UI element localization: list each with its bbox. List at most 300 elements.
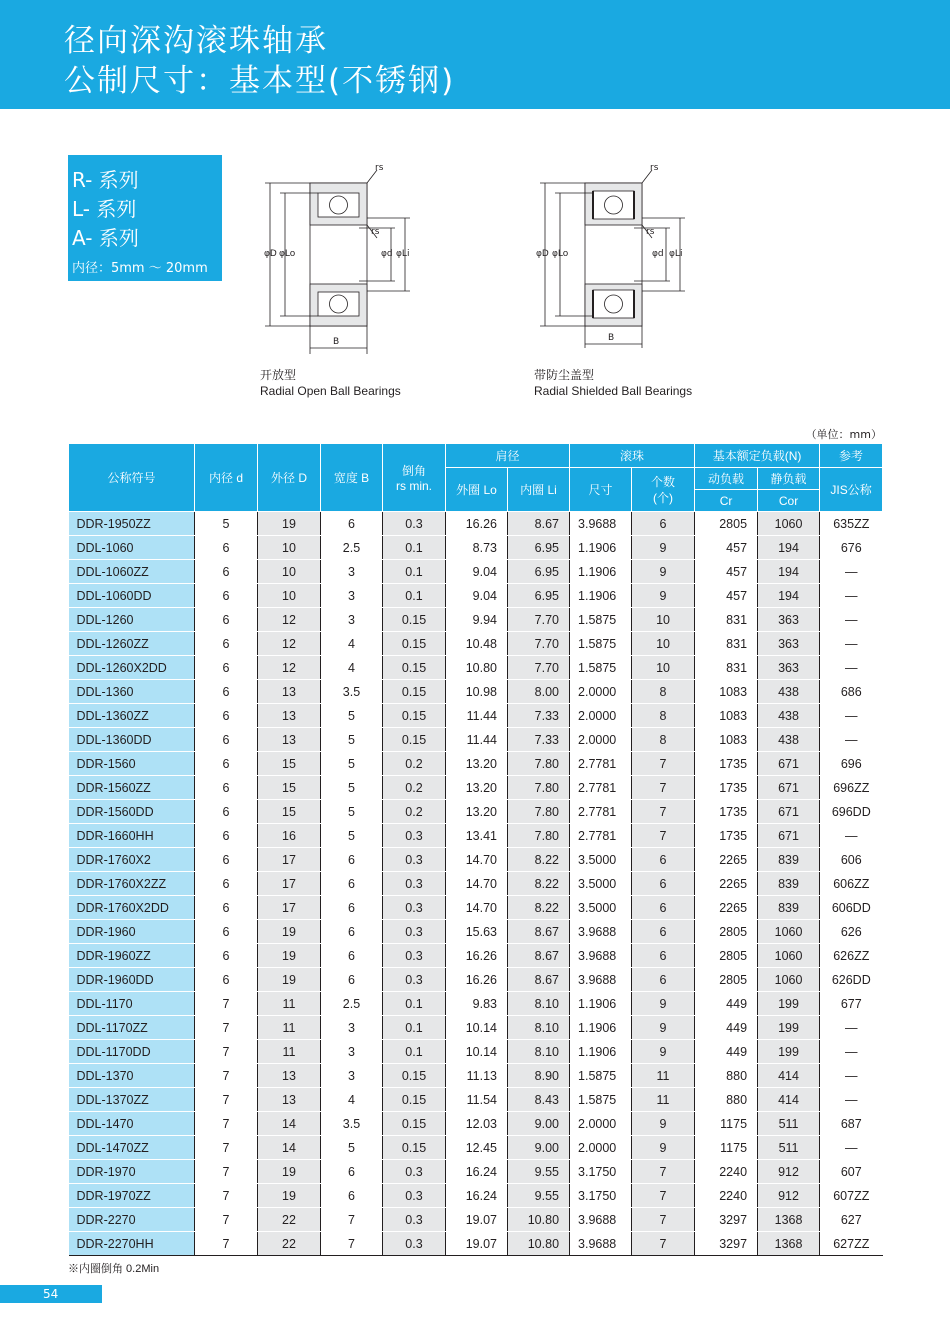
table-cell: 2.7781	[570, 824, 632, 848]
table-cell: DDR-1970	[69, 1160, 195, 1184]
table-cell: 1.5875	[570, 1088, 632, 1112]
table-cell: 9	[632, 1040, 695, 1064]
table-cell: 8	[632, 680, 695, 704]
table-row	[69, 608, 883, 632]
table-cell: DDL-1260ZZ	[69, 632, 195, 656]
table-cell: 1060	[758, 512, 820, 536]
table-cell: 8.10	[508, 1040, 570, 1064]
table-cell: 13.20	[446, 800, 508, 824]
table-cell: 10	[258, 536, 321, 560]
table-cell: 17	[258, 848, 321, 872]
table-cell: 607	[820, 1160, 883, 1184]
table-cell: 5	[321, 1136, 383, 1160]
table-cell: 2265	[695, 848, 758, 872]
table-cell: 2805	[695, 944, 758, 968]
table-cell: 6	[321, 512, 383, 536]
table-cell: 0.3	[383, 872, 446, 896]
table-cell: 671	[758, 800, 820, 824]
table-cell: 12	[258, 608, 321, 632]
th-symbol: 公称符号	[69, 444, 195, 512]
table-cell: 13	[258, 704, 321, 728]
table-cell: 2805	[695, 920, 758, 944]
table-cell: 8.90	[508, 1064, 570, 1088]
table-cell: 19	[258, 1184, 321, 1208]
table-cell: DDR-1560	[69, 752, 195, 776]
table-cell: —	[820, 632, 883, 656]
table-cell: 606ZZ	[820, 872, 883, 896]
table-cell: 9	[632, 1112, 695, 1136]
table-cell: 912	[758, 1184, 820, 1208]
table-cell: 6	[195, 752, 258, 776]
table-cell: 12.03	[446, 1112, 508, 1136]
page-header	[0, 0, 950, 109]
table-cell: 438	[758, 728, 820, 752]
table-cell: 2.0000	[570, 1112, 632, 1136]
table-cell: 831	[695, 608, 758, 632]
open-B-label: B	[333, 337, 340, 347]
table-cell: 696ZZ	[820, 776, 883, 800]
table-row	[69, 1112, 883, 1136]
table-cell: DDR-1970ZZ	[69, 1184, 195, 1208]
th-size: 尺寸	[570, 468, 632, 512]
series-box	[68, 155, 222, 281]
table-cell: 0.1	[383, 584, 446, 608]
table-cell: 0.3	[383, 1184, 446, 1208]
table-cell: 1.5875	[570, 608, 632, 632]
open-d-label: φd	[381, 249, 393, 259]
open-rs-label: rs	[375, 163, 384, 173]
th-shoulder: 肩径	[446, 444, 570, 468]
table-cell: 0.1	[383, 536, 446, 560]
table-cell: 1060	[758, 920, 820, 944]
table-cell: 6	[195, 848, 258, 872]
th-li: 内圈 Li	[508, 468, 570, 512]
table-cell: 199	[758, 1040, 820, 1064]
table-row	[69, 800, 883, 824]
table-cell: 2805	[695, 512, 758, 536]
table-cell: 9	[632, 560, 695, 584]
table-cell: 3	[321, 1064, 383, 1088]
table-cell: —	[820, 1088, 883, 1112]
table-row	[69, 752, 883, 776]
table-cell: 1735	[695, 800, 758, 824]
table-cell: 1735	[695, 776, 758, 800]
table-cell: 7	[195, 1016, 258, 1040]
table-cell: 1368	[758, 1232, 820, 1256]
table-cell: 831	[695, 656, 758, 680]
table-cell: 2.7781	[570, 752, 632, 776]
table-cell: 10.14	[446, 1016, 508, 1040]
table-cell: 449	[695, 1016, 758, 1040]
table-cell: 15	[258, 776, 321, 800]
table-cell: 3	[321, 1040, 383, 1064]
table-row	[69, 776, 883, 800]
table-cell: 1735	[695, 824, 758, 848]
table-cell: 9.04	[446, 584, 508, 608]
table-cell: 7.33	[508, 704, 570, 728]
table-cell: DDL-1170ZZ	[69, 1016, 195, 1040]
table-cell: 7	[195, 1184, 258, 1208]
table-row	[69, 1160, 883, 1184]
table-cell: 13	[258, 1064, 321, 1088]
table-cell: 9	[632, 536, 695, 560]
table-cell: 6	[321, 1160, 383, 1184]
table-cell: 11	[632, 1088, 695, 1112]
table-row	[69, 1232, 883, 1256]
table-cell: 3.5000	[570, 848, 632, 872]
table-cell: 12	[258, 656, 321, 680]
series-a: A- 系列	[72, 226, 139, 250]
th-chamfer-label: 倒角	[401, 464, 426, 478]
table-cell: 6	[632, 848, 695, 872]
table-cell: 671	[758, 776, 820, 800]
table-cell: 2.0000	[570, 704, 632, 728]
table-cell: 6	[195, 536, 258, 560]
table-cell: 1.1906	[570, 584, 632, 608]
table-cell: 414	[758, 1088, 820, 1112]
table-cell: 6	[321, 1184, 383, 1208]
table-cell: 0.3	[383, 920, 446, 944]
table-cell: 14.70	[446, 848, 508, 872]
table-cell: 3.9688	[570, 968, 632, 992]
table-cell: 6	[195, 728, 258, 752]
table-cell: 7	[632, 1232, 695, 1256]
table-row	[69, 560, 883, 584]
table-cell: 671	[758, 752, 820, 776]
table-cell: 15	[258, 752, 321, 776]
table-cell: DDL-1360	[69, 680, 195, 704]
th-jis: JIS公称	[820, 468, 883, 512]
table-cell: 3	[321, 560, 383, 584]
table-row	[69, 872, 883, 896]
table-cell: 0.15	[383, 680, 446, 704]
table-cell: 7	[195, 1232, 258, 1256]
footnote: ※内圈倒角 0.2Min	[68, 1263, 160, 1275]
table-cell: 7.80	[508, 824, 570, 848]
table-cell: DDR-1960DD	[69, 968, 195, 992]
table-cell: 3.9688	[570, 920, 632, 944]
table-cell: DDR-1760X2ZZ	[69, 872, 195, 896]
table-cell: 16	[258, 824, 321, 848]
table-cell: 627	[820, 1208, 883, 1232]
table-cell: 8.67	[508, 968, 570, 992]
table-cell: 15	[258, 800, 321, 824]
table-cell: 363	[758, 656, 820, 680]
table-cell: 19.07	[446, 1232, 508, 1256]
table-row	[69, 1136, 883, 1160]
table-cell: DDL-1060ZZ	[69, 560, 195, 584]
table-cell: DDR-1760X2	[69, 848, 195, 872]
th-load: 基本额定负载(N)	[695, 444, 820, 468]
table-cell: 7.70	[508, 608, 570, 632]
table-cell: 8	[632, 704, 695, 728]
table-cell: 6	[195, 632, 258, 656]
table-cell: 16.26	[446, 512, 508, 536]
shielded-d-label: φd	[652, 249, 664, 259]
table-cell: 7	[321, 1208, 383, 1232]
shielded-rs-label-2: rs	[646, 227, 655, 237]
table-cell: 4	[321, 632, 383, 656]
table-cell: 22	[258, 1208, 321, 1232]
table-cell: 2.7781	[570, 800, 632, 824]
table-cell: —	[820, 656, 883, 680]
table-row	[69, 848, 883, 872]
table-cell: 8.73	[446, 536, 508, 560]
table-cell: DDR-2270HH	[69, 1232, 195, 1256]
table-cell: —	[820, 1040, 883, 1064]
table-cell: DDL-1060	[69, 536, 195, 560]
table-cell: 457	[695, 536, 758, 560]
page-number: 54	[43, 1287, 59, 1301]
table-cell: 9.00	[508, 1136, 570, 1160]
table-cell: —	[820, 608, 883, 632]
th-ball: 滚珠	[570, 444, 695, 468]
table-cell: 19	[258, 920, 321, 944]
table-row	[69, 824, 883, 848]
th-ref: 参考	[820, 444, 883, 468]
table-cell: 19	[258, 968, 321, 992]
table-row	[69, 896, 883, 920]
table-cell: 6	[632, 896, 695, 920]
table-cell: 11	[632, 1064, 695, 1088]
table-cell: 22	[258, 1232, 321, 1256]
table-cell: 2265	[695, 896, 758, 920]
table-cell: 7.80	[508, 800, 570, 824]
table-cell: 5	[195, 512, 258, 536]
table-cell: 7	[195, 1064, 258, 1088]
table-cell: 1.1906	[570, 992, 632, 1016]
table-cell: 8.67	[508, 944, 570, 968]
table-cell: DDL-1260X2DD	[69, 656, 195, 680]
table-cell: 12	[258, 632, 321, 656]
table-cell: 0.15	[383, 1064, 446, 1088]
open-Li-label: φLi	[396, 249, 410, 259]
table-cell: 839	[758, 872, 820, 896]
table-cell: DDL-1470ZZ	[69, 1136, 195, 1160]
table-cell: 3297	[695, 1232, 758, 1256]
table-cell: 3.5	[321, 1112, 383, 1136]
table-cell: 3297	[695, 1208, 758, 1232]
table-cell: 6	[195, 944, 258, 968]
table-cell: 9.04	[446, 560, 508, 584]
table-cell: 9.83	[446, 992, 508, 1016]
table-cell: 6	[321, 896, 383, 920]
unit-label: （单位：mm）	[805, 428, 882, 441]
table-row	[69, 728, 883, 752]
table-cell: 0.3	[383, 896, 446, 920]
table-cell: 5	[321, 776, 383, 800]
table-cell: 6.95	[508, 536, 570, 560]
table-cell: —	[820, 1136, 883, 1160]
table-row	[69, 512, 883, 536]
table-cell: 11.44	[446, 728, 508, 752]
table-cell: 686	[820, 680, 883, 704]
table-cell: —	[820, 728, 883, 752]
shielded-rs-label: rs	[650, 163, 659, 173]
table-cell: 438	[758, 680, 820, 704]
table-cell: 0.15	[383, 704, 446, 728]
table-cell: 3.9688	[570, 1232, 632, 1256]
table-cell: 7.70	[508, 632, 570, 656]
table-cell: 2240	[695, 1184, 758, 1208]
table-cell: 438	[758, 704, 820, 728]
open-rs-label-2: rs	[371, 227, 380, 237]
table-cell: 2.5	[321, 992, 383, 1016]
table-cell: 7.33	[508, 728, 570, 752]
table-cell: 627ZZ	[820, 1232, 883, 1256]
table-cell: 0.1	[383, 1040, 446, 1064]
table-cell: 7	[195, 1040, 258, 1064]
th-chamfer-sub: rs min.	[396, 479, 432, 493]
table-cell: 363	[758, 632, 820, 656]
table-cell: 6	[632, 872, 695, 896]
table-cell: DDR-1560ZZ	[69, 776, 195, 800]
table-cell: 6	[195, 680, 258, 704]
table-cell: 5	[321, 752, 383, 776]
table-row	[69, 1064, 883, 1088]
table-cell: 12.45	[446, 1136, 508, 1160]
spec-table	[68, 443, 883, 1256]
table-row	[69, 1208, 883, 1232]
table-cell: 14.70	[446, 872, 508, 896]
table-cell: 5	[321, 704, 383, 728]
table-cell: 8.10	[508, 992, 570, 1016]
table-cell: 457	[695, 584, 758, 608]
table-cell: 7	[632, 776, 695, 800]
table-cell: 11.44	[446, 704, 508, 728]
table-cell: 13	[258, 728, 321, 752]
table-cell: 0.2	[383, 800, 446, 824]
table-cell: DDL-1370	[69, 1064, 195, 1088]
table-cell: 7	[195, 992, 258, 1016]
table-cell: 1060	[758, 968, 820, 992]
table-cell: 6	[195, 872, 258, 896]
table-cell: —	[820, 560, 883, 584]
table-cell: 7	[632, 1160, 695, 1184]
table-cell: 1368	[758, 1208, 820, 1232]
table-cell: 6	[632, 512, 695, 536]
table-cell: 0.3	[383, 1160, 446, 1184]
table-cell: 9.55	[508, 1184, 570, 1208]
table-cell: 10.80	[508, 1232, 570, 1256]
table-cell: 0.2	[383, 776, 446, 800]
table-cell: 10.80	[508, 1208, 570, 1232]
table-cell: 839	[758, 896, 820, 920]
table-cell: 8.67	[508, 512, 570, 536]
table-cell: 19	[258, 512, 321, 536]
table-cell: 6	[195, 776, 258, 800]
table-cell: 1.1906	[570, 1016, 632, 1040]
table-cell: 3	[321, 584, 383, 608]
table-cell: 3	[321, 608, 383, 632]
table-cell: 0.15	[383, 632, 446, 656]
table-cell: 11	[258, 1040, 321, 1064]
table-cell: 1175	[695, 1112, 758, 1136]
table-cell: 16.24	[446, 1160, 508, 1184]
table-cell: 13	[258, 1088, 321, 1112]
table-cell: 6	[632, 920, 695, 944]
table-cell: 8.22	[508, 896, 570, 920]
table-cell: 1060	[758, 944, 820, 968]
table-cell: 8.10	[508, 1016, 570, 1040]
table-cell: 9	[632, 1016, 695, 1040]
table-cell: 0.3	[383, 968, 446, 992]
table-row	[69, 632, 883, 656]
table-cell: 696DD	[820, 800, 883, 824]
table-cell: 8.43	[508, 1088, 570, 1112]
table-cell: 0.1	[383, 560, 446, 584]
table-cell: 1.1906	[570, 536, 632, 560]
table-cell: 2805	[695, 968, 758, 992]
table-cell: DDL-1370ZZ	[69, 1088, 195, 1112]
th-width: 宽度 B	[321, 444, 383, 512]
table-cell: 8.67	[508, 920, 570, 944]
table-cell: 10	[258, 560, 321, 584]
table-cell: 1.1906	[570, 1040, 632, 1064]
table-cell: 676	[820, 536, 883, 560]
th-count: 个数 (个)	[632, 468, 695, 512]
table-cell: 194	[758, 584, 820, 608]
table-cell: 10.14	[446, 1040, 508, 1064]
table-cell: 0.15	[383, 1136, 446, 1160]
page-number-box	[0, 1285, 102, 1303]
table-cell: 2.0000	[570, 728, 632, 752]
table-cell: 0.3	[383, 824, 446, 848]
table-cell: 1175	[695, 1136, 758, 1160]
table-cell: 511	[758, 1136, 820, 1160]
table-row	[69, 992, 883, 1016]
table-row	[69, 1040, 883, 1064]
th-cr: Cr	[695, 490, 758, 512]
shielded-caption-en: Radial Shielded Ball Bearings	[534, 384, 693, 398]
shielded-D-label: φD	[536, 249, 549, 259]
table-cell: 11.13	[446, 1064, 508, 1088]
table-cell: 7	[632, 1208, 695, 1232]
table-cell: 6	[195, 824, 258, 848]
table-row	[69, 944, 883, 968]
table-cell: —	[820, 1016, 883, 1040]
table-cell: 14.70	[446, 896, 508, 920]
table-cell: 199	[758, 992, 820, 1016]
th-lo: 外圈 Lo	[446, 468, 508, 512]
table-cell: 839	[758, 848, 820, 872]
table-cell: 457	[695, 560, 758, 584]
table-cell: 8.22	[508, 848, 570, 872]
table-cell: 0.3	[383, 1232, 446, 1256]
table-cell: DDR-1560DD	[69, 800, 195, 824]
table-cell: 696	[820, 752, 883, 776]
shielded-B-label: B	[608, 333, 615, 343]
table-cell: 687	[820, 1112, 883, 1136]
table-cell: 19	[258, 1160, 321, 1184]
open-bearing-diagram	[255, 158, 425, 354]
th-outer: 外径 D	[258, 444, 321, 512]
table-cell: 7	[195, 1160, 258, 1184]
table-row	[69, 1184, 883, 1208]
table-cell: 3	[321, 1016, 383, 1040]
table-cell: —	[820, 824, 883, 848]
table-cell: DDR-1950ZZ	[69, 512, 195, 536]
table-cell: 7.80	[508, 776, 570, 800]
table-cell: 3.9688	[570, 1208, 632, 1232]
table-cell: 11	[258, 1016, 321, 1040]
table-cell: 5	[321, 824, 383, 848]
table-cell: 4	[321, 656, 383, 680]
open-D-label: φD	[264, 249, 277, 259]
table-cell: 6	[632, 944, 695, 968]
table-cell: 1083	[695, 680, 758, 704]
table-cell: 7	[321, 1232, 383, 1256]
